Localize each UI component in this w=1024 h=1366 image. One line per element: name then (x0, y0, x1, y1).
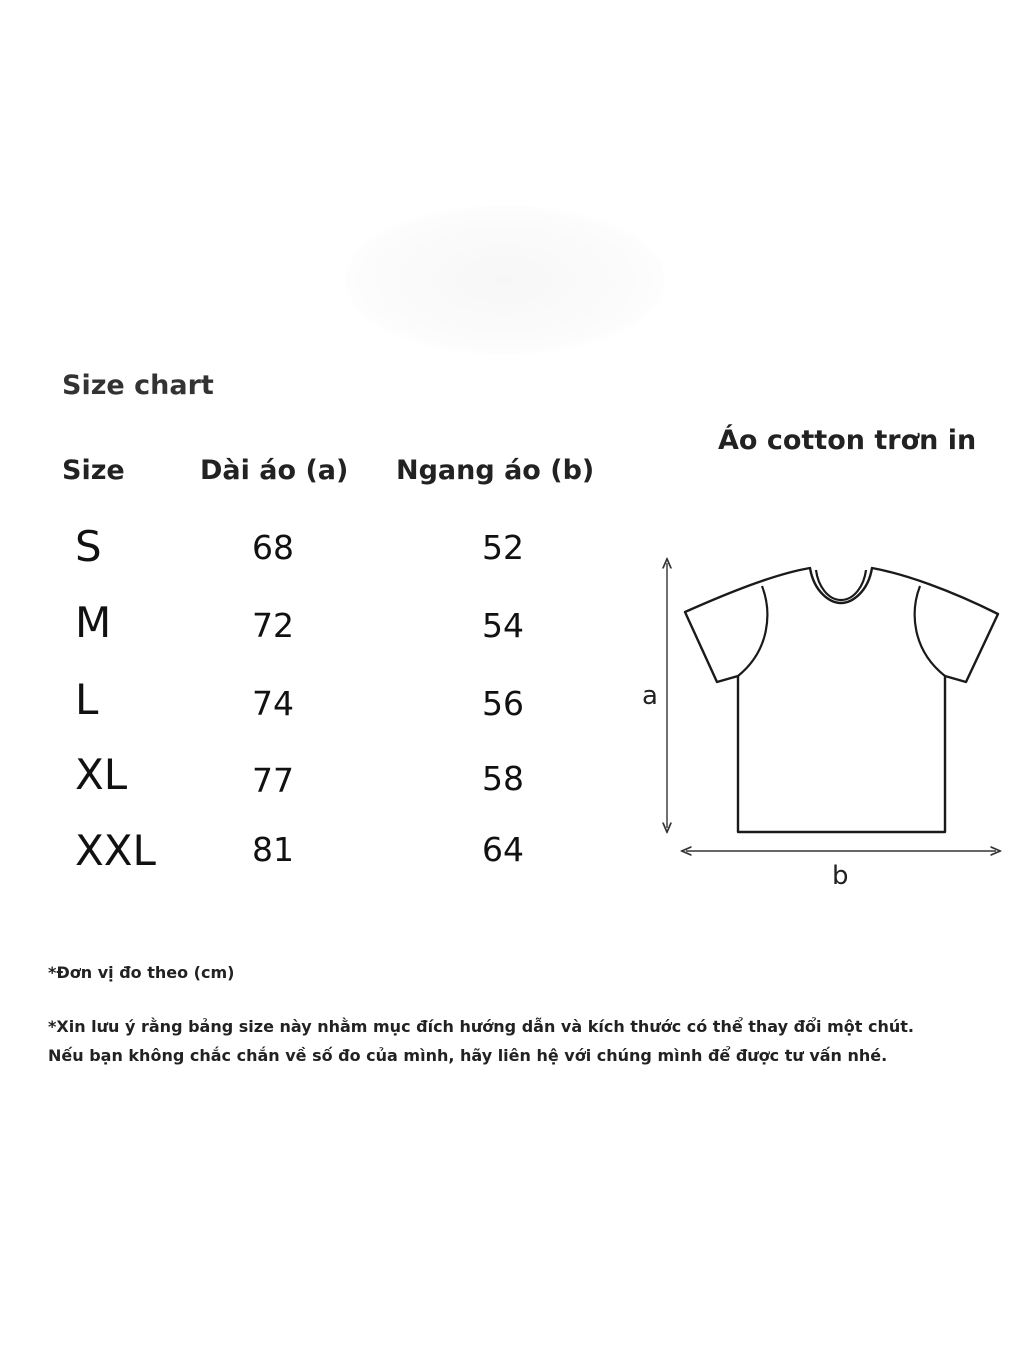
header-size: Size (62, 455, 125, 486)
disclaimer-line-1: *Xin lưu ý rằng bảng size này nhằm mục đích hướng dẫn và kích thước có thể thay đổi một chút. (48, 1017, 914, 1036)
row-size-label: S (75, 522, 102, 571)
tshirt-outline-icon (630, 550, 1014, 900)
section-title: Size chart (62, 370, 214, 401)
row-length-value: 74 (252, 684, 294, 723)
row-width-value: 58 (482, 759, 524, 798)
row-length-value: 77 (252, 761, 294, 800)
row-size-label: XL (75, 750, 128, 799)
header-width: Ngang áo (b) (396, 455, 595, 486)
row-length-value: 72 (252, 606, 294, 645)
product-title: Áo cotton trơn in (718, 425, 977, 456)
header-length: Dài áo (a) (200, 455, 349, 486)
row-width-value: 52 (482, 528, 524, 567)
disclaimer-line-2: Nếu bạn không chắc chắn về số đo của mình, hãy liên hệ với chúng mình để được tư vấn nhé. (48, 1046, 888, 1065)
sleeve-seam-left (738, 586, 767, 676)
background-smudge (345, 205, 665, 355)
row-size-label: L (75, 675, 99, 724)
row-width-value: 64 (482, 830, 524, 869)
tshirt-body (685, 568, 998, 832)
sleeve-seam-right (915, 586, 945, 676)
row-width-value: 54 (482, 606, 524, 645)
unit-note: *Đơn vị đo theo (cm) (48, 963, 235, 982)
row-size-label: M (75, 598, 112, 647)
row-length-value: 68 (252, 528, 294, 567)
row-length-value: 81 (252, 830, 294, 869)
row-size-label: XXL (75, 826, 156, 875)
row-width-value: 56 (482, 684, 524, 723)
label-b: b (832, 861, 849, 891)
label-a: a (642, 681, 658, 711)
